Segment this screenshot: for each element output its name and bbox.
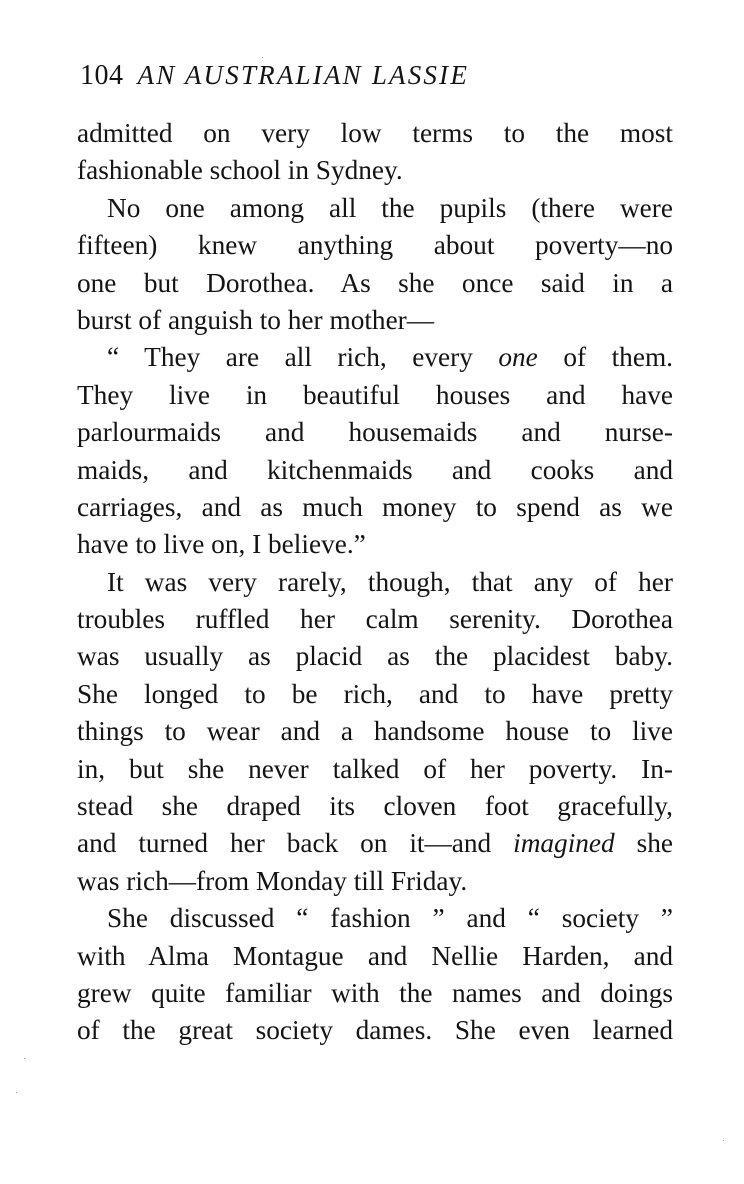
paper-speck <box>24 1058 25 1059</box>
page-header <box>80 60 600 100</box>
paper-speck <box>16 1092 17 1093</box>
text-line: fifteen) knew anything about poverty—no <box>77 230 673 261</box>
text-line: parlourmaids and housemaids and nurse- <box>77 417 673 448</box>
text-line: in, but she never talked of her poverty. In- <box>77 753 673 784</box>
page-number: 104 <box>80 60 124 91</box>
emphasis: one <box>498 342 538 373</box>
paper-speck <box>723 1140 724 1141</box>
text-line: fashionable school in Sydney. <box>77 155 403 186</box>
running-title: AN AUSTRALIAN LASSIE <box>137 60 470 90</box>
text-line: It was very rarely, though, that any of her <box>107 566 673 597</box>
text-line: stead she draped its cloven foot gracefully, <box>77 791 673 822</box>
text-line: “ They are all rich, every one of them. <box>107 342 673 373</box>
text-line: one but Dorothea. As she once said in a <box>77 267 673 298</box>
text-line: She longed to be rich, and to have pretty <box>77 678 673 709</box>
text-line: No one among all the pupils (there were <box>107 192 673 223</box>
text-line: have to live on, I believe.” <box>77 529 366 560</box>
text-line: grew quite familiar with the names and doings <box>77 977 673 1008</box>
text-line: with Alma Montague and Nellie Harden, and <box>77 940 673 971</box>
text-line: was usually as placid as the placidest baby. <box>77 641 673 672</box>
text-line: was rich—from Monday till Friday. <box>77 865 468 896</box>
paper-speck <box>262 57 263 58</box>
text-line: admitted on very low terms to the most <box>77 118 673 148</box>
text-line: They live in beautiful houses and have <box>77 379 673 410</box>
text-line: She discussed “ fashion ” and “ society ” <box>107 903 673 934</box>
text-line: burst of anguish to her mother— <box>77 304 435 335</box>
text-line: things to wear and a handsome house to live <box>77 716 673 747</box>
emphasis: imagined <box>513 828 615 859</box>
text-line: maids, and kitchenmaids and cooks and <box>77 454 673 485</box>
text-line: troubles ruffled her calm serenity. Dorothea <box>77 604 673 635</box>
body-text <box>77 115 673 1050</box>
text-line: of the great society dames. She even learned <box>77 1015 673 1046</box>
text-line: and turned her back on it—and imagined she <box>77 828 673 859</box>
text-line: carriages, and as much money to spend as we <box>77 491 673 522</box>
